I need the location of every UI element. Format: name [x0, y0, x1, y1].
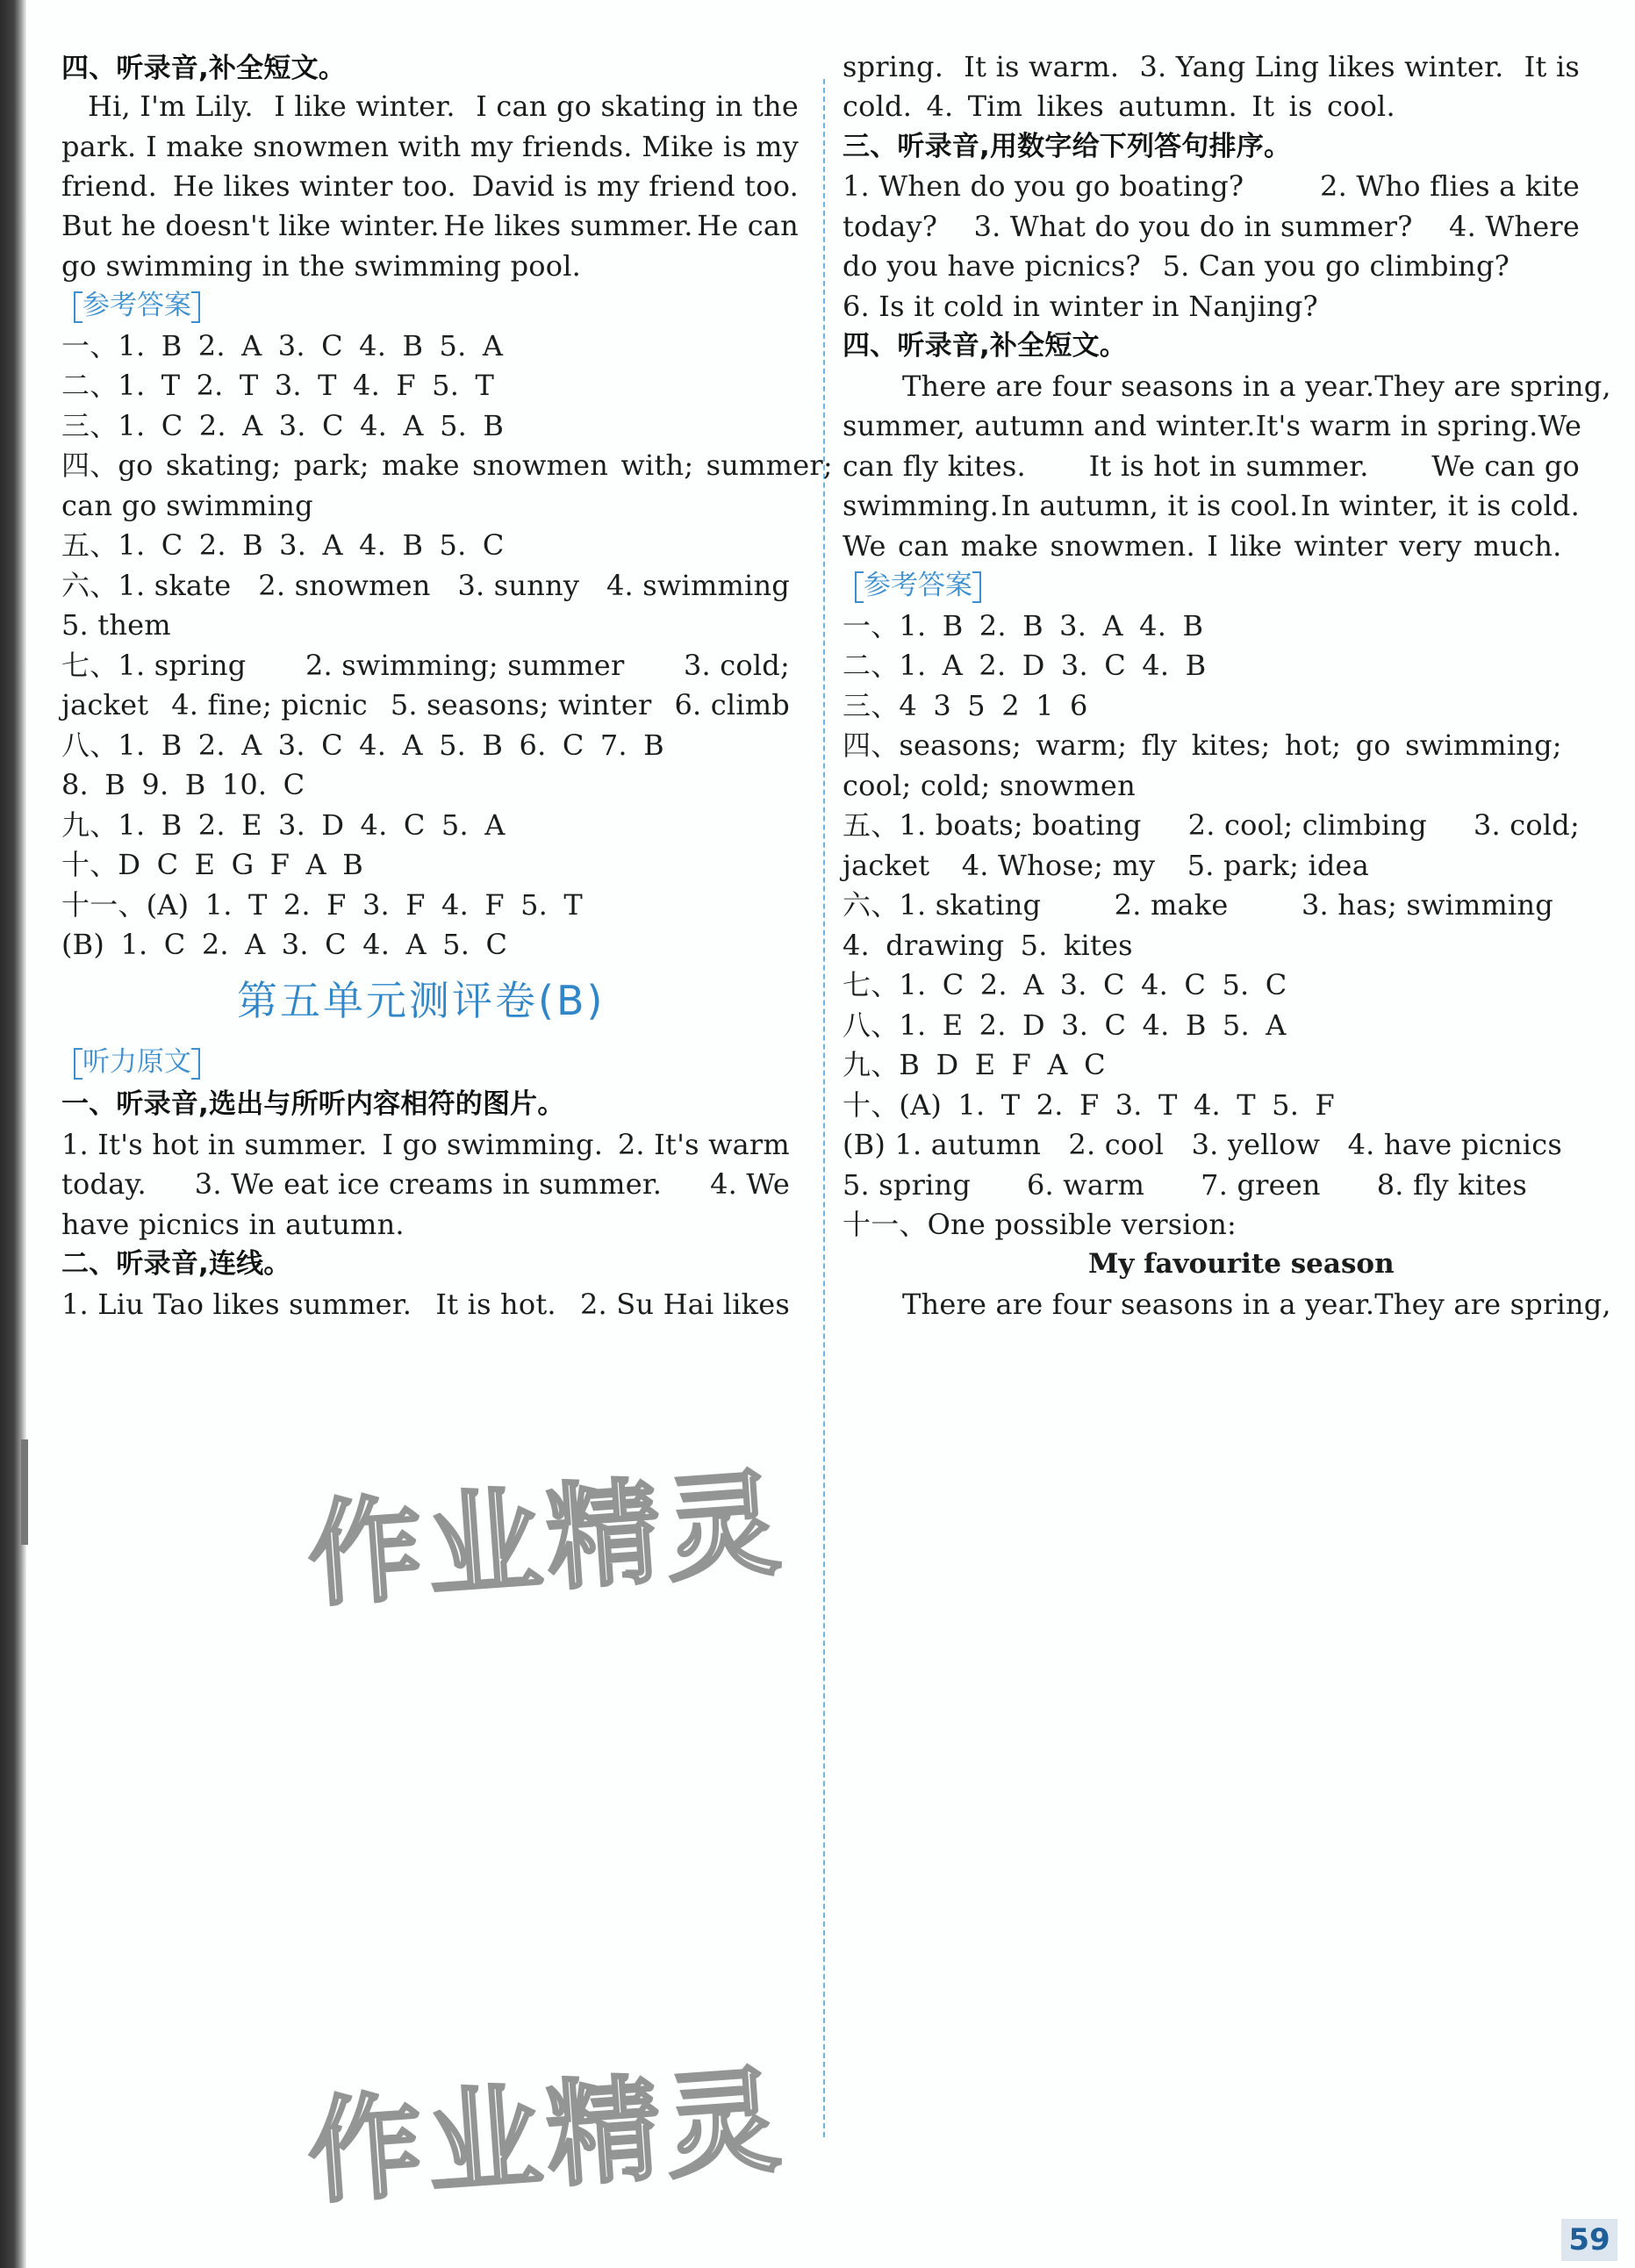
- passage-line: 1. When do you go boating? 2. Who flies a kite: [843, 169, 1580, 203]
- passage-line: But he doesn't like winter. He likes summer. He can: [61, 209, 799, 242]
- answer-line: 七、1. C 2. A 3. C 4. C 5. C: [843, 968, 1287, 1001]
- essay-title: My favourite season: [1088, 1248, 1395, 1280]
- listening-script-tag: 听力原文: [79, 1044, 195, 1080]
- answer-line: 六、1. skate 2. snowmen 3. sunny 4. swimming: [61, 569, 790, 602]
- passage-line: Hi, I'm Lily. I like winter. I can go skating in the: [88, 90, 799, 123]
- answer-line: 四、seasons; warm; fly kites; hot; go swimming;: [843, 728, 1562, 762]
- answer-line: jacket 4. Whose; my 5. park; idea: [843, 849, 1369, 882]
- answer-line: 5. spring 6. warm 7. green 8. fly kites: [843, 1168, 1527, 1202]
- answer-line: 三、1. C 2. A 3. C 4. A 5. B: [61, 409, 505, 442]
- answer-line: 二、1. A 2. D 3. C 4. B: [843, 649, 1207, 682]
- answer-line: 一、1. B 2. A 3. C 4. B 5. A: [61, 329, 504, 362]
- passage-line: 1. Liu Tao likes summer. It is hot. 2. Su Hai likes: [61, 1288, 790, 1321]
- passage-line: can fly kites. It is hot in summer. We can go: [843, 449, 1580, 483]
- answer-key-tag: 参考答案: [860, 568, 976, 603]
- passage-line: There are four seasons in a year. They are spring,: [902, 370, 1611, 403]
- section-heading: 二、听录音,连线。: [61, 1248, 291, 1280]
- answer-line: cool; cold; snowmen: [843, 769, 1136, 802]
- answer-line: 五、1. C 2. B 3. A 4. B 5. C: [61, 528, 505, 562]
- answer-line: 八、1. B 2. A 3. C 4. A 5. B 6. C 7. B: [61, 728, 664, 762]
- answer-line: 8. B 9. B 10. C: [61, 768, 305, 801]
- answer-line: 十一、(A) 1. T 2. F 3. F 4. F 5. T: [61, 888, 583, 922]
- answer-line: (B) 1. autumn 2. cool 3. yellow 4. have picnics: [843, 1128, 1562, 1161]
- scan-edge: [0, 0, 26, 2268]
- passage-line: today? 3. What do you do in summer? 4. Where: [843, 210, 1580, 243]
- page-number: 59: [1561, 2219, 1617, 2261]
- answer-line: 九、B D E F A C: [843, 1048, 1106, 1081]
- column-divider: [823, 79, 825, 2137]
- answer-line: 十、D C E G F A B: [61, 848, 363, 881]
- passage-line: We can make snowmen. I like winter very much.: [843, 529, 1562, 563]
- answer-line: 六、1. skating 2. make 3. has; swimming: [843, 888, 1553, 922]
- section-heading: 一、听录音,选出与所听内容相符的图片。: [61, 1088, 565, 1120]
- answer-line: 4. drawing 5. kites: [843, 929, 1133, 962]
- watermark: 作业精灵: [304, 2053, 790, 2220]
- passage-line: go swimming in the swimming pool.: [61, 249, 582, 283]
- watermark: 作业精灵: [304, 1456, 790, 1623]
- passage-line: cold. 4. Tim likes autumn. It is cool.: [843, 90, 1395, 123]
- answer-line: 五、1. boats; boating 2. cool; climbing 3. cold;: [843, 808, 1580, 842]
- passage-line: 1. It's hot in summer. I go swimming. 2. It's warm: [61, 1128, 790, 1161]
- passage-line: today. 3. We eat ice creams in summer. 4. We: [61, 1167, 790, 1201]
- section-heading: 三、听录音,用数字给下列答句排序。: [843, 131, 1292, 162]
- passage-line: 6. Is it cold in winter in Nanjing?: [843, 290, 1318, 323]
- passage-line: do you have picnics? 5. Can you go climbing?: [843, 249, 1510, 283]
- scan-edge-mark: [21, 1439, 28, 1545]
- passage-line: swimming. In autumn, it is cool. In winter, it is cold.: [843, 489, 1580, 522]
- answer-line: 三、4 3 5 2 1 6: [843, 689, 1088, 722]
- answer-line: (B) 1. C 2. A 3. C 4. A 5. C: [61, 928, 508, 961]
- answer-line: 九、1. B 2. E 3. D 4. C 5. A: [61, 808, 506, 842]
- answer-line: 四、go skating; park; make snowmen with; summer;: [61, 449, 833, 482]
- section-heading: 四、听录音,补全短文。: [843, 330, 1127, 362]
- answer-line: 七、1. spring 2. swimming; summer 3. cold;: [61, 649, 790, 682]
- answer-line: jacket 4. fine; picnic 5. seasons; winter 6. climb: [61, 688, 790, 721]
- passage-line: friend. He likes winter too. David is my friend too.: [61, 169, 799, 203]
- answer-line: can go swimming: [61, 489, 313, 522]
- answer-line: 十、(A) 1. T 2. F 3. T 4. T 5. F: [843, 1088, 1335, 1122]
- passage-line: park. I make snowmen with my friends. Mike is my: [61, 130, 799, 163]
- answer-key-tag: 参考答案: [79, 288, 195, 323]
- section-heading: 四、听录音,补全短文。: [61, 53, 346, 84]
- passage-line: have picnics in autumn.: [61, 1208, 405, 1241]
- passage-line: summer, autumn and winter. It's warm in spring. We: [843, 409, 1582, 442]
- answer-line: 二、1. T 2. T 3. T 4. F 5. T: [61, 369, 494, 402]
- answer-line: 十一、One possible version:: [843, 1208, 1237, 1241]
- answer-line: 八、1. E 2. D 3. C 4. B 5. A: [843, 1008, 1287, 1042]
- passage-line: There are four seasons in a year. They are spring,: [902, 1288, 1611, 1321]
- answer-line: 5. them: [61, 608, 171, 642]
- passage-line: spring. It is warm. 3. Yang Ling likes winter. It is: [843, 50, 1580, 83]
- unit-title: 第五单元测评卷(B): [237, 977, 606, 1024]
- answer-line: 一、1. B 2. B 3. A 4. B: [843, 609, 1204, 642]
